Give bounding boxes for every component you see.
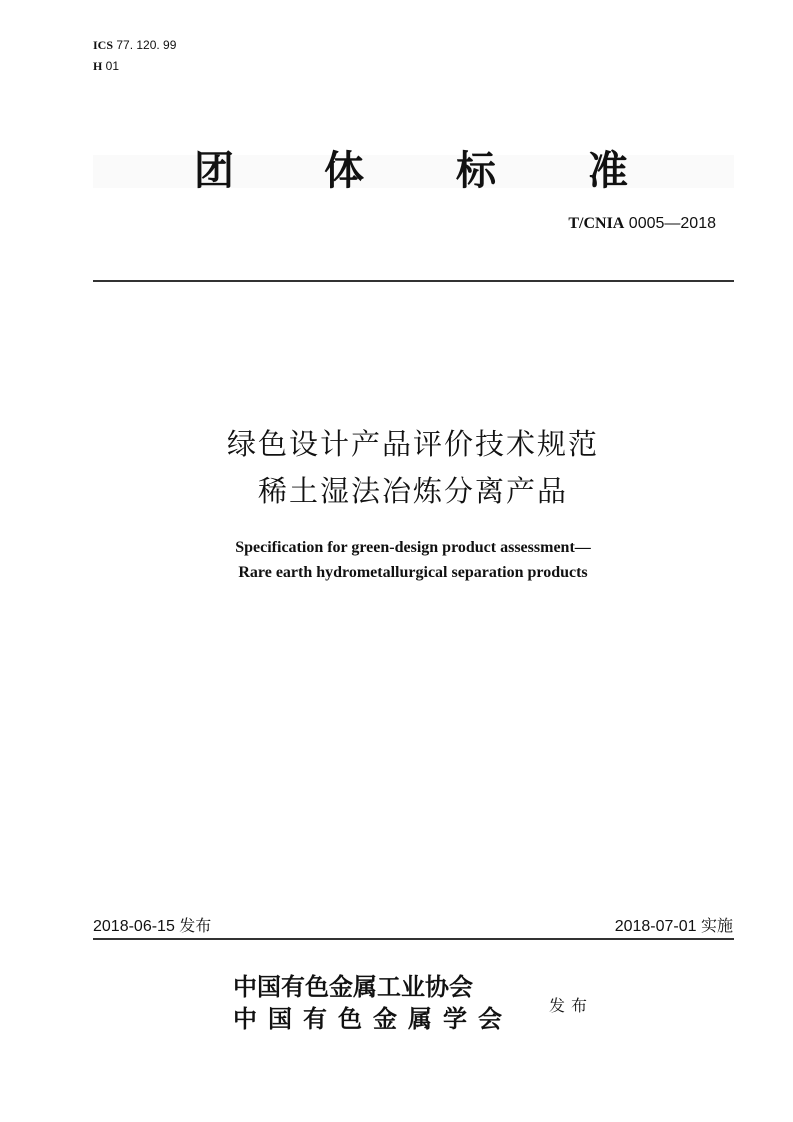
issue-date: 2018-06-15 发布 <box>93 918 212 935</box>
standard-prefix: T/CNIA <box>568 215 625 232</box>
publisher-org-1: 中国有色金属工业协会 <box>233 972 473 1001</box>
publish-label: 发布 <box>549 996 594 1015</box>
class-value: 01 <box>102 59 120 73</box>
title-band <box>93 155 734 188</box>
ics-label: ICS <box>93 38 114 52</box>
standard-number <box>568 214 716 234</box>
en-title-line2: Rare earth hydrometallurgical separation products <box>238 564 588 581</box>
title-char-4: 准 <box>588 148 628 194</box>
en-title-line1: Specification for green-design product assessment— <box>235 539 591 556</box>
title-char-1: 团 <box>194 148 234 194</box>
ics-value: 77. 120. 99 <box>113 38 177 52</box>
standard-num: 0005—2018 <box>624 215 716 232</box>
title-char-2: 体 <box>324 148 364 194</box>
top-divider <box>93 280 734 282</box>
cn-title-line2: 稀土湿法冶炼分离产品 <box>257 474 568 508</box>
cn-title-line1: 绿色设计产品评价技术规范 <box>226 427 599 461</box>
implementation-date: 2018-07-01 实施 <box>614 918 733 935</box>
bottom-divider <box>93 938 734 940</box>
publisher-org-2: 中国有色金属学会 <box>233 1004 513 1033</box>
title-char-3: 标 <box>456 148 496 194</box>
class-label: H <box>93 59 103 73</box>
ics-code <box>93 37 176 53</box>
classification-code <box>93 58 119 74</box>
